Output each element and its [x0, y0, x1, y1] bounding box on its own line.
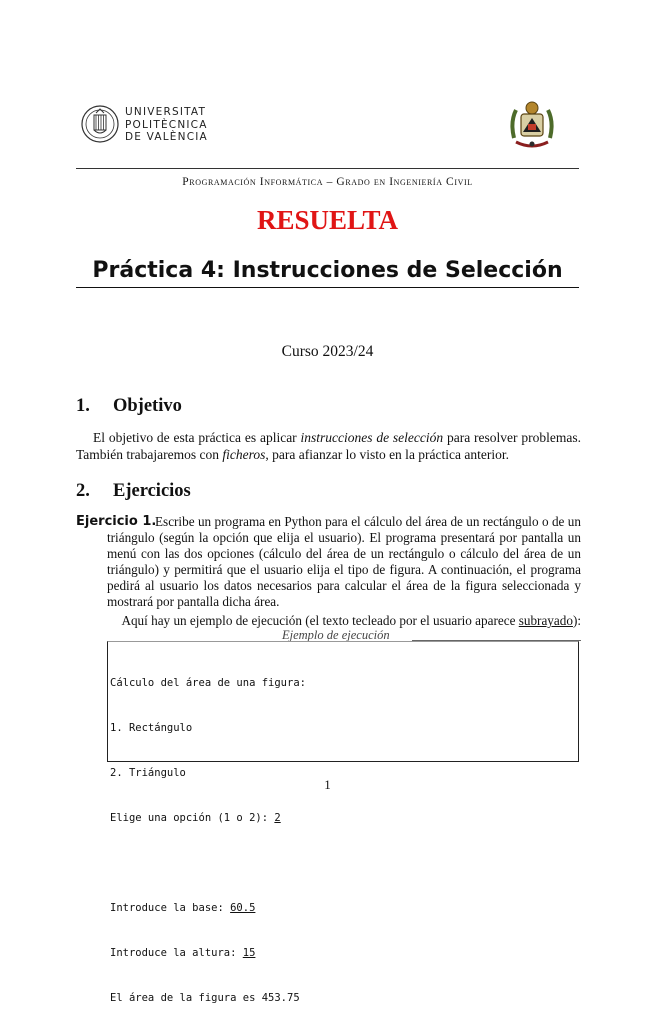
section-number: 2. — [76, 481, 90, 501]
page-number: 1 — [324, 777, 331, 792]
section-title: Ejercicios — [113, 481, 191, 501]
code-line: Introduce la base: 60.5 — [110, 902, 256, 914]
emphasis-text: ficheros — [222, 447, 266, 462]
section-heading-objetivo — [76, 396, 182, 417]
code-line-blank — [110, 856, 306, 871]
user-input: 15 — [242, 947, 256, 959]
university-logo — [80, 103, 210, 149]
code-line: 2. Triángulo — [110, 767, 186, 779]
user-input: 60.5 — [230, 902, 256, 914]
code-line: Elige una opción (1 o 2): 2 — [110, 812, 281, 824]
course-year: Curso 2023/24 — [281, 343, 374, 360]
page-title: Práctica 4: Instrucciones de Selección — [92, 258, 563, 283]
school-crest-icon — [506, 98, 558, 152]
user-input: 2 — [274, 812, 281, 824]
example-caption: Ejemplo de ejecución — [282, 628, 390, 642]
code-line: Introduce la altura: 15 — [110, 947, 256, 959]
university-name: UNIVERSITAT POLITÈCNICA DE VALÈNCIA — [125, 106, 208, 143]
course-subtitle: Programación Informática – Grado en Ingeniería Civil — [182, 176, 473, 188]
status-label: RESUELTA — [256, 205, 399, 235]
code-line: Cálculo del área de una figura: — [110, 677, 306, 689]
header-divider — [76, 168, 579, 169]
example-intro: Aquí hay un ejemplo de ejecución (el texto tecleado por el usuario aparece subrayado): — [121, 613, 581, 628]
exercise-text: Escribe un programa en Python para el cálculo del área de un rectángulo o de un triángulo (según la opción que elija el usuario). El programa presentará por pantalla un menú con las dos opciones (cálculo del área de un rectángulo o cálculo del área de un triángulo) y permitirá que el usuario elija el tipo de figura. A continuación, el programa pedirá al usuario los datos necesarios para calcular el área de la figura seleccionada y mostrará por pantalla dicha área. — [107, 514, 581, 609]
code-example — [110, 646, 306, 1036]
objetivo-paragraph: El objetivo de esta práctica es aplicar instrucciones de selección para resolver problemas. También trabajaremos con ficheros, para afianzar lo visto en la práctica anterior. — [76, 430, 581, 462]
section-title: Objetivo — [113, 396, 182, 416]
title-underline — [76, 287, 579, 288]
code-line: El área de la figura es 453.75 — [110, 992, 300, 1004]
emphasis-text: instrucciones de selección — [300, 430, 444, 445]
code-line: 1. Rectángulo — [110, 722, 193, 734]
section-heading-ejercicios — [76, 481, 191, 502]
university-seal-icon — [80, 103, 120, 145]
section-number: 1. — [76, 396, 90, 416]
exercise-label: Ejercicio 1. — [76, 514, 157, 529]
